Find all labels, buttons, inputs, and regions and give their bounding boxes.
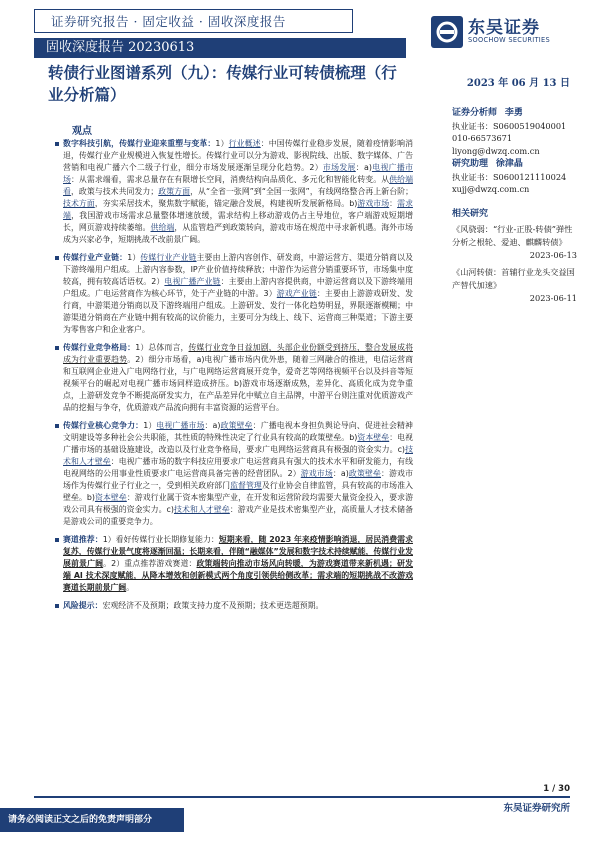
section-text: ：游戏市场作为传媒行业子行业之一，受到相关政府部门 xyxy=(63,469,413,490)
summary-section xyxy=(55,138,413,246)
section-text: 短期来看，随 2023 年来疫情影响消退，居民消费需求复苏，传媒行业景气度将逐渐回温；长期来看，伴随“融媒体”发展和数字技术持续赋能，传媒行业发展前景广阔 xyxy=(63,535,413,568)
page-number: 1 / 30 xyxy=(543,784,570,794)
assistant-email[interactable]: xujj@dwzq.com.cn xyxy=(452,184,530,194)
company-logo xyxy=(430,13,570,51)
section-text: ，我国游戏市场需求总量整体增速放缓，需求结构上移动游戏仍占主导地位，客户端游戏短期增长，网页游戏持续萎缩。 xyxy=(63,211,413,232)
disclaimer-tab[interactable]: 请务必阅读正文之后的免责声明部分 xyxy=(0,808,184,832)
section-text: 政策端转向推动市场风向转暖，为游戏赛道带来新机遇；研发端 AI 技术深度赋能，从降本增效和创新模式两个角度引领供给侧改革；需求端的短期挑战不改游戏赛道长期前景广阔 xyxy=(63,559,413,592)
section-text: 及行业协会自律监管，具有较高的市场准入壁垒。b) xyxy=(63,481,413,502)
related-research-heading: 相关研究 xyxy=(452,208,489,219)
assistant-role: 研究助理 xyxy=(452,159,489,169)
section-text: 游戏产业链 xyxy=(276,289,317,298)
section-text: 资本壁垒 xyxy=(357,433,390,442)
section-heading: 赛道推荐： xyxy=(63,535,103,544)
section-text: 1）看好传媒行业长期修复能力： xyxy=(102,535,219,544)
section-text: 技术和人才壁垒 xyxy=(173,505,230,514)
section-text: ：广播电视本身担负舆论导向、促进社会精神文明建设等多种社会公共职能，其性质的特殊性决定了行业具有较高的政策壁垒。b) xyxy=(63,421,413,442)
footer-company: 东吴证券研究所 xyxy=(503,803,570,814)
section-text: 政策壁垒 xyxy=(348,469,382,478)
section-text: ，从“全省一张网”到“全国一张网”，有线网络整合再上新台阶； xyxy=(190,187,413,196)
analyst-license: 执业证书：S0600519040001 xyxy=(452,120,567,131)
section-text: ：主要由上游游戏研发、发行商，中游渠道分销商以及下游终端用户组成。上游研发、发行一体化趋势明显，界限逐渐模糊；中游渠道分销商在产业链中拥有较高的议价能力，主要可分为线上、线下、运营商三种渠道；下游主要为零售客户和企业客户。 xyxy=(63,289,413,334)
section-text: ：a) xyxy=(332,469,349,478)
analyst-block xyxy=(452,106,577,157)
section-text: ，从监管趋严到政策转向，游戏市场在规范中寻求新机遇。海外市场成为兴家必争，短期挑战不改前景广阔。 xyxy=(63,223,413,244)
section-text: 1）总体而言， xyxy=(135,343,189,352)
section-text: ：游戏产业是技术密集型产业，高质量人才技术储备是游戏公司的重要竞争力。 xyxy=(63,505,413,526)
section-text: ：主要由上游内容提供商，中游运营商以及下游终端用户组成。广电运营商作为核心环节，处于产业链的中游。3） xyxy=(63,277,413,298)
section-text: 主要由上游内容创作、研发商，中游运营方、渠道分销商以及下游终端用户组成。上游内容参数，IP产业价值持续释放；中游作为运营分销重要环节，市场集中度较高，拥有较高话语权。2） xyxy=(63,253,413,286)
section-text: 技术方面 xyxy=(63,199,95,208)
section-text: ： xyxy=(389,199,398,208)
section-text: ：游戏行业属于资本密集型产业，在开发和运营阶段均需要大量资金投入，要求游戏公司具有极强的资金实力。c) xyxy=(63,493,413,514)
section-text: ：电视广播市场的数字科技应用要求广电运营商具有强大的技术水平和研发能力，有线电视网络的公用事业性质要求广电运营商具备完善的经营团队。2） xyxy=(63,457,413,478)
section-text: 政策方面 xyxy=(158,187,191,196)
analyst-phone: 010-66573671 xyxy=(452,133,513,143)
related-item-date: 2023-06-11 xyxy=(529,292,577,303)
summary-section xyxy=(55,420,413,528)
summary-section xyxy=(55,534,413,594)
report-category-tag: 证券研究报告 · 固定收益 · 固收深度报告 xyxy=(34,9,353,33)
analyst-sidebar xyxy=(452,106,577,305)
section-text: 电视广播市场 xyxy=(156,421,205,430)
assistant-license: 执业证书：S0600121110024 xyxy=(452,171,567,182)
section-text: 游戏市场 xyxy=(357,199,390,208)
summary-section xyxy=(55,600,413,612)
related-item-title[interactable]: 《风骁弱：“行业-正股-转债”弹性分析之根轮、爱迪、麒麟转债》 xyxy=(452,223,573,247)
logo-text-en: SOOCHOW SECURITIES xyxy=(468,36,550,44)
section-text: 技术和人才壁垒 xyxy=(63,445,413,466)
analyst-name: 李勇 xyxy=(504,108,523,118)
section-text: 电视广播市场 xyxy=(63,163,413,184)
section-text: ，夯实采居技术，聚焦数字赋能，锚定融合发展，构建视听发展新格局。b) xyxy=(94,199,358,208)
section-text: ，政策与技术共同发力； xyxy=(70,187,159,196)
section-text: 电视广播产业链 xyxy=(164,277,221,286)
section-text: 1） xyxy=(143,421,157,430)
section-text: 需求端 xyxy=(63,199,413,220)
logo-mark-icon xyxy=(430,15,464,49)
section-heading: 传媒行业竞争格局： xyxy=(63,343,136,352)
section-text: 监督管理 xyxy=(230,481,262,490)
analyst-role: 证券分析师 xyxy=(452,108,498,118)
section-text: 资本壁垒 xyxy=(94,493,127,502)
section-text: 供给端看 xyxy=(63,175,413,196)
summary-section xyxy=(55,342,413,414)
summary-section xyxy=(55,252,413,336)
section-text: 。2）重点推荐游戏赛道： xyxy=(103,559,197,568)
section-text: 。2）细分市场看，a)电视广播市场内优外患，随着三网融合的推进，电信运营商和互联网企业进入广电网络行业，与广电网络运营商展开竞争，爱奇艺等网络视频平台以及抖音等短视频平台的崛起对电视广播市场同样造成挤压。b)游戏市场逐渐成熟，差异化、高质化成为竞争重点，上游研发竞争不断提高研发实力，在产品差异化中赋立自主品牌，中游平台则注重对优质游戏产品的挖掘与争夺，优质游戏产品流向拥有丰富资源的运营平台。 xyxy=(63,355,413,412)
related-item-date: 2023-06-13 xyxy=(529,249,577,260)
section-text: 宏观经济不及预期；政策支持力度不及预期；技术更迭超预期。 xyxy=(102,601,324,610)
assistant-name: 徐津晶 xyxy=(495,159,523,169)
section-text: ：a) xyxy=(204,421,221,430)
section-text: ：a) xyxy=(355,163,372,172)
section-text: 游戏市场 xyxy=(300,469,333,478)
footer-divider xyxy=(34,796,570,798)
section-heading: 数字科技引航，传媒行业迎来重塑与变革： xyxy=(63,139,216,148)
report-title: 转债行业图谱系列（九）：传媒行业可转债梳理（行业分析篇） xyxy=(48,63,397,104)
section-heading: 风险提示： xyxy=(63,601,103,610)
section-text: ：从需求端看，需求总量存在有限增长空间，消费结构向品质化、多元化和智能化转变。从 xyxy=(70,175,390,184)
section-text: 传媒行业竞争日益加剧，头部企业份额受到挤压，整合发展成将成为行业重要趋势 xyxy=(63,343,413,364)
section-text: 。 xyxy=(126,583,135,592)
section-heading: 传媒行业产业链： xyxy=(63,253,128,262)
section-text: 1） xyxy=(127,253,141,262)
section-text: ：电视广播市场的基础设施建设，改造以及行业竞争格局，要求广电网络运营商具有极强的资金实力。c) xyxy=(63,433,413,454)
report-type-banner: 固收深度报告 20230613 xyxy=(34,38,406,58)
report-date: 2023 年 06 月 13 日 xyxy=(466,78,570,89)
section-text: 传媒行业产业链 xyxy=(140,253,197,262)
section-text: 供给端 xyxy=(150,223,175,232)
section-text: 政策壁垒 xyxy=(220,421,253,430)
section-text: 市场发展 xyxy=(322,163,356,172)
logo-text-cn: 东吴证券 xyxy=(468,18,540,38)
viewpoint-heading: 观点 xyxy=(72,126,92,137)
section-text: ：中国传媒行业稳步发展，随着疫情影响消退，传媒行业产业规模进入恢复性增长。传媒行业可以分为游戏、影视院线、出版、数字媒体、广告营销和电视广播六个二级子行业，细分市场发展逐渐呈现分化趋势。2） xyxy=(63,139,413,172)
assistant-block xyxy=(452,157,577,196)
analyst-email[interactable]: liyong@dwzq.com.cn xyxy=(452,145,540,156)
section-text: 1） xyxy=(215,139,229,148)
related-item-title[interactable]: 《山河转债：首辅行业龙头交益国产替代加速》 xyxy=(452,266,575,290)
summary-body xyxy=(55,138,413,618)
section-heading: 传媒行业核心竞争力： xyxy=(63,421,144,430)
section-text: 行业概述 xyxy=(228,139,261,148)
